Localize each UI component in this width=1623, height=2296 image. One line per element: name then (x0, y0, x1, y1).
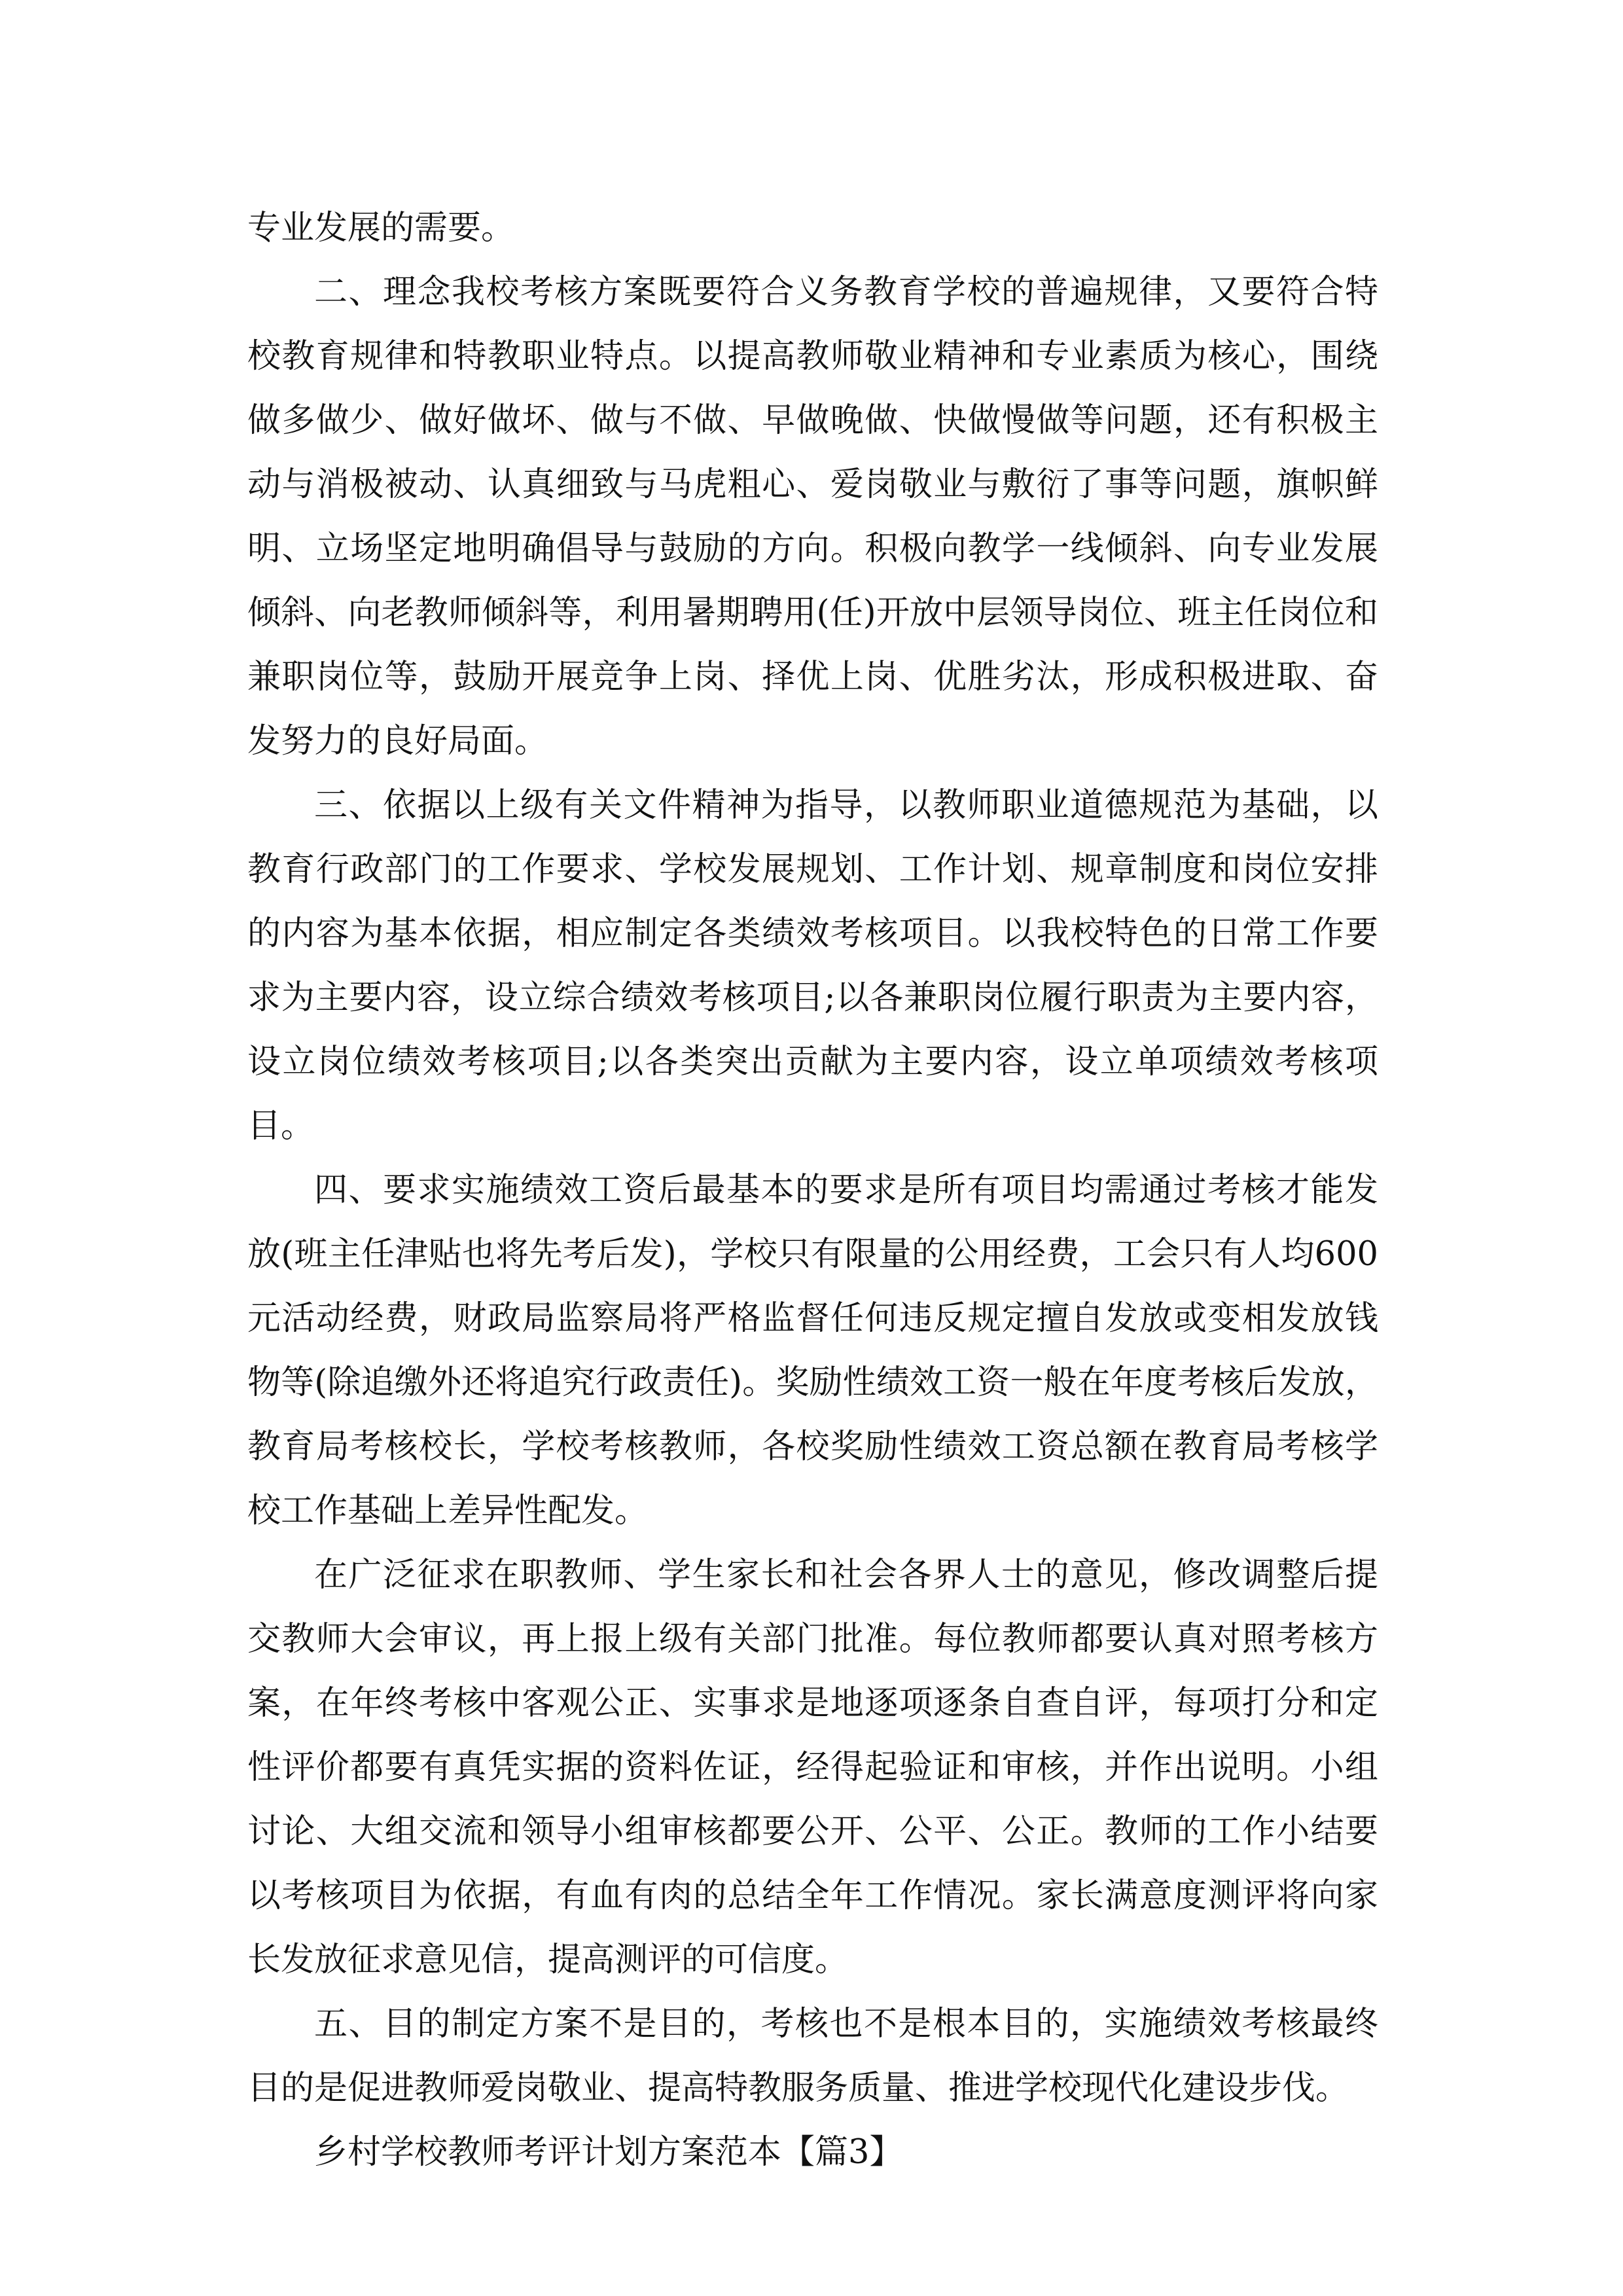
section-title: 乡村学校教师考评计划方案范本【篇3】 (314, 2133, 903, 2172)
paragraph-purpose: 五、目的制定方案不是目的，考核也不是根本目的，实施绩效考核最终目的是促进教师爱岗敬业、提高特教服务质量、推进学校现代化建设步伐。 (247, 2005, 1378, 2108)
paragraph-procedure: 在广泛征求在职教师、学生家长和社会各界人士的意见，修改调整后提交教师大会审议，再上报上级有关部门批准。每位教师都要认真对照考核方案，在年终考核中客观公正、实事求是地逐项逐条自查自评，每项打分和定性评价都要有真凭实据的资料佐证，经得起验证和审核，并作出说明。小组讨论、大组交流和领导小组审核都要公开、公平、公正。教师的工作小结要以考核项目为依据，有血有肉的总结全年工作情况。家长满意度测评将向家长发放征求意见信，提高测评的可信度。 (247, 1556, 1378, 1979)
document-page (247, 196, 1378, 2185)
paragraph-requirements: 四、要求实施绩效工资后最基本的要求是所有项目均需通过考核才能发放(班主任津贴也将先考后发)，学校只有限量的公用经费，工会只有人均600元活动经费，财政局监察局将严格监督任何违反规定擅自发放或变相发放钱物等(除追缴外还将追究行政责任)。奖励性绩效工资一般在年度考核后发放，教育局考核校长，学校考核教师，各校奖励性绩效工资总额在教育局考核学校工作基础上差异性配发。 (247, 1171, 1378, 1530)
paragraph-concept: 二、理念我校考核方案既要符合义务教育学校的普遍规律，又要符合特校教育规律和特教职业特点。以提高教师敬业精神和专业素质为核心，围绕做多做少、做好做坏、做与不做、早做晚做、快做慢做等问题，还有积极主动与消极被动、认真细致与马虎粗心、爱岗敬业与敷衍了事等问题，旗帜鲜明、立场坚定地明确倡导与鼓励的方向。积极向教学一线倾斜、向专业发展倾斜、向老教师倾斜等，利用暑期聘用(任)开放中层领导岗位、班主任岗位和兼职岗位等，鼓励开展竞争上岗、择优上岗、优胜劣汰，形成积极进取、奋发努力的良好局面。 (247, 273, 1378, 761)
paragraph-basis: 三、依据以上级有关文件精神为指导，以教师职业道德规范为基础，以教育行政部门的工作要求、学校发展规划、工作计划、规章制度和岗位安排的内容为基本依据，相应制定各类绩效考核项目。以我校特色的日常工作要求为主要内容，设立综合绩效考核项目;以各兼职岗位履行职责为主要内容，设立岗位绩效考核项目;以各类突出贡献为主要内容，设立单项绩效考核项目。 (247, 786, 1378, 1145)
paragraph-continuation: 专业发展的需要。 (247, 209, 515, 247)
